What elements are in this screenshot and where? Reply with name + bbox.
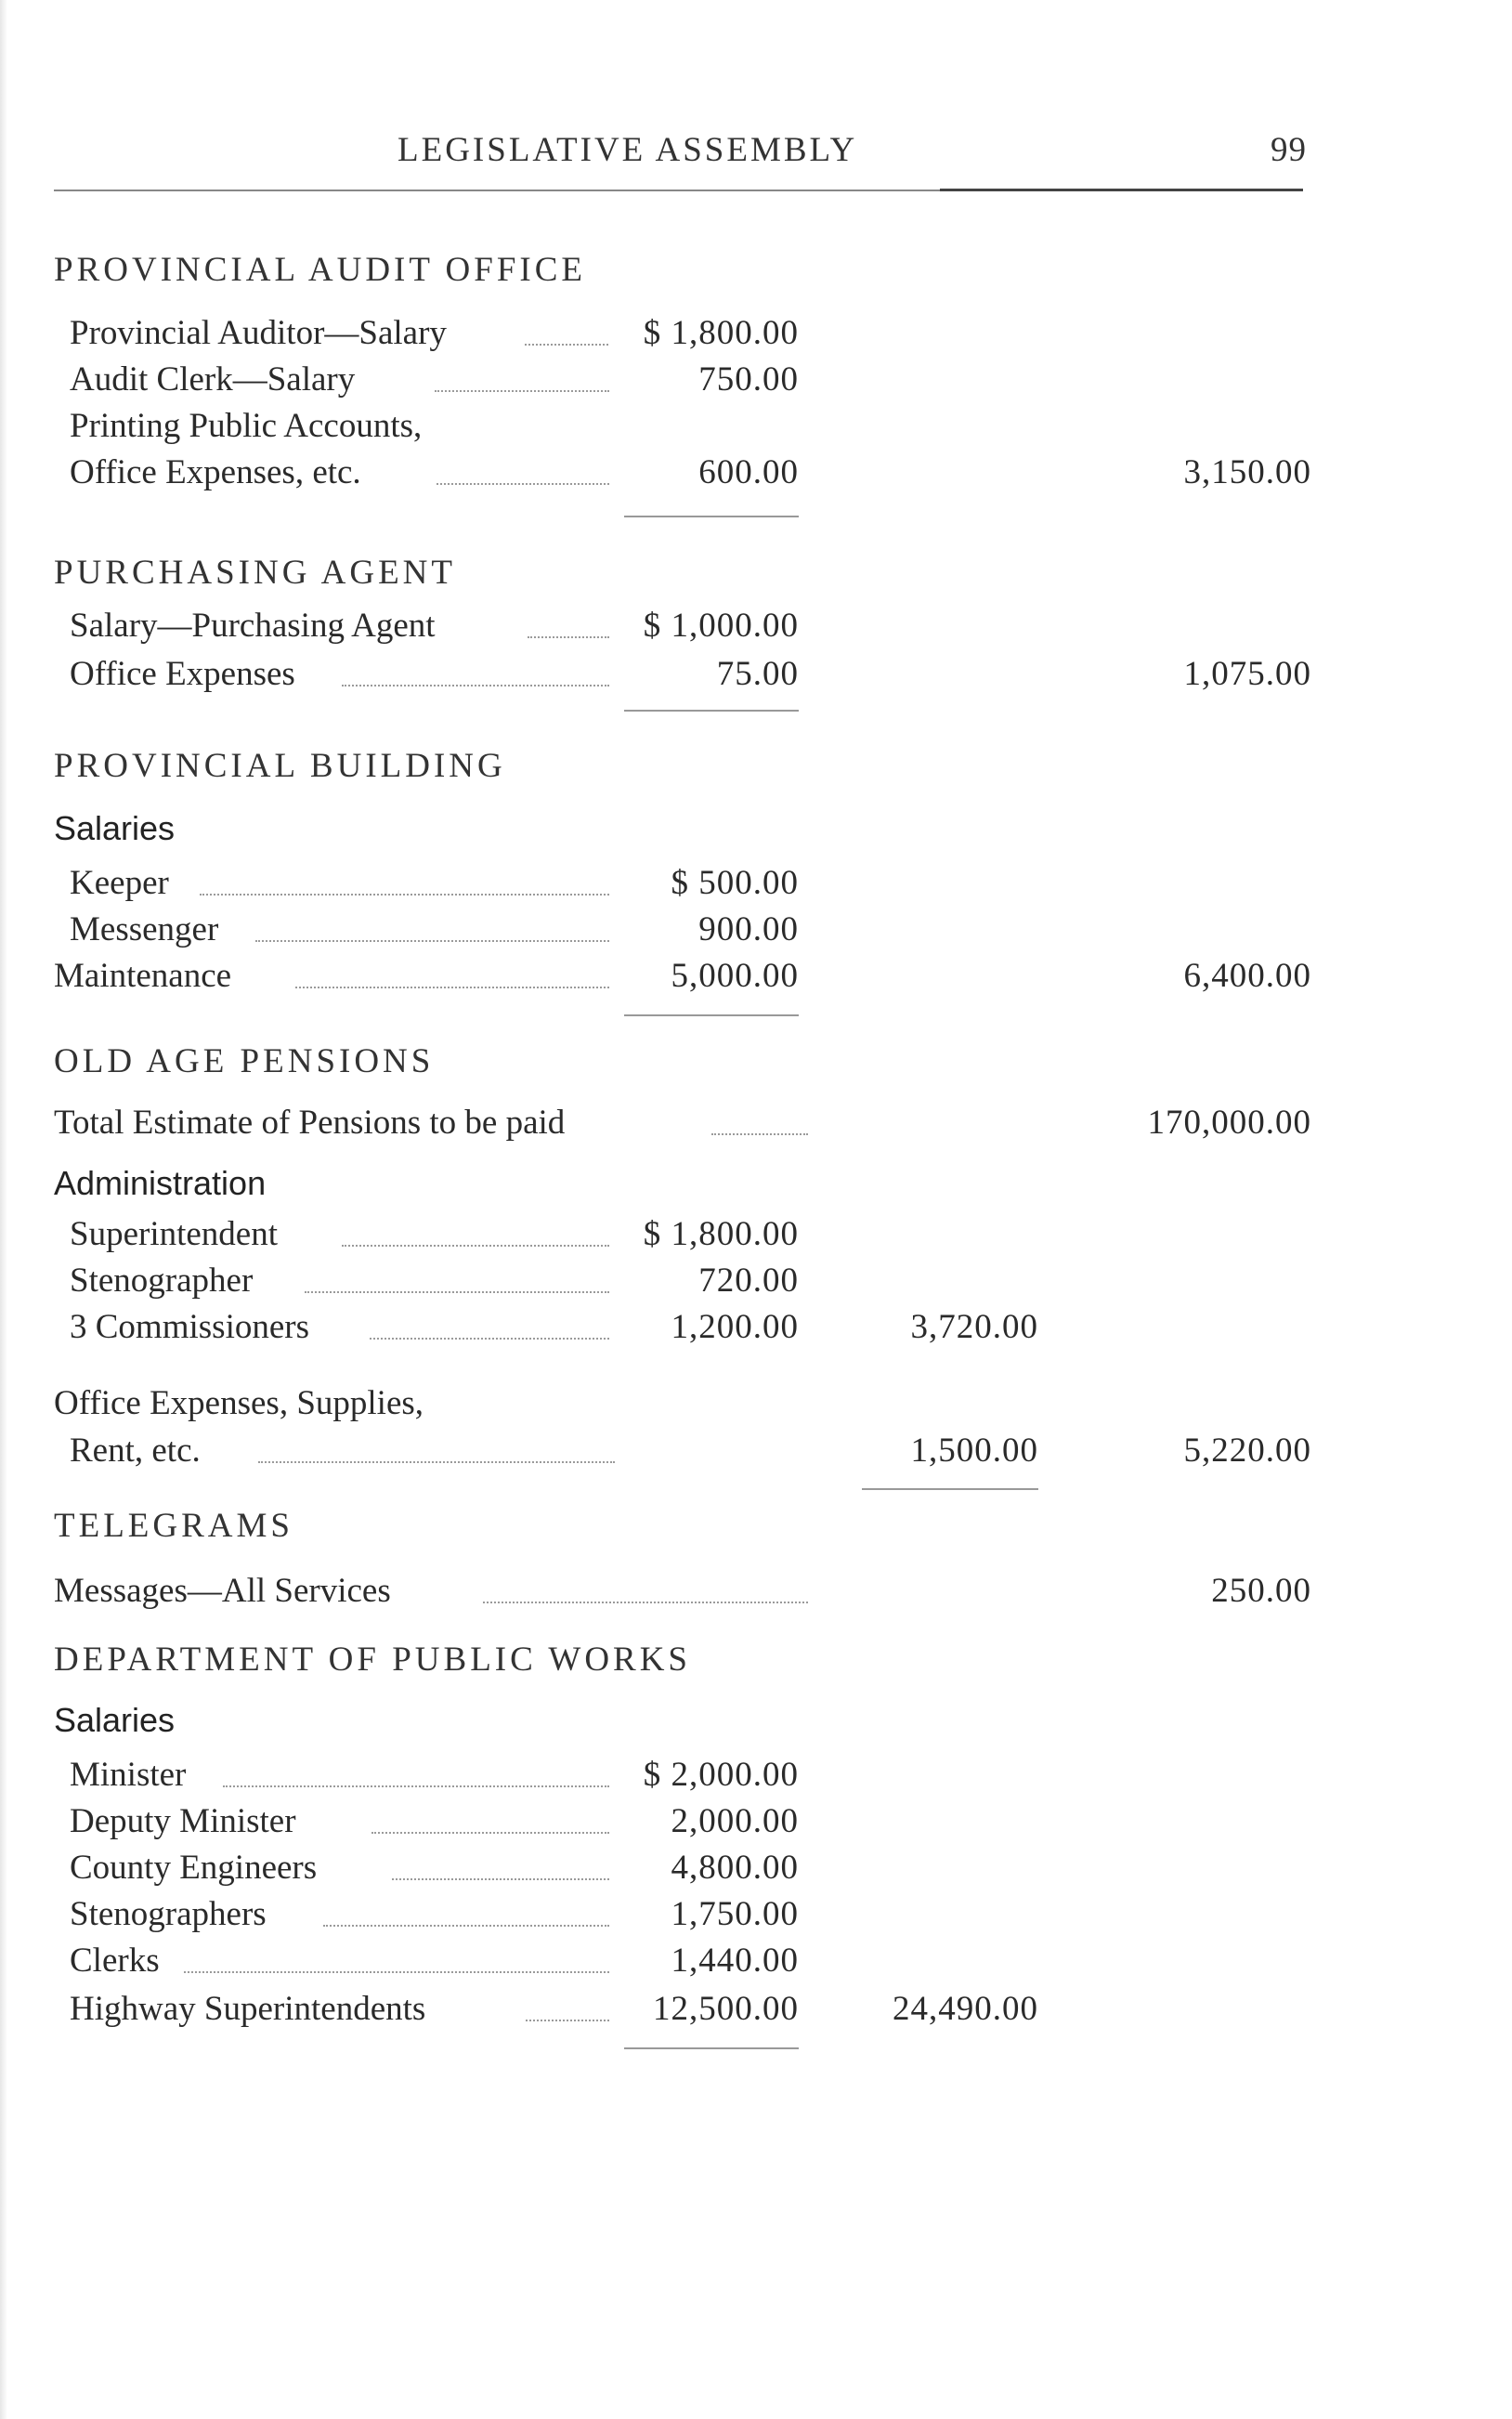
dot-leader <box>342 685 609 686</box>
item-label: Salary—Purchasing Agent <box>70 607 436 645</box>
section-total: 1,075.00 <box>1183 655 1311 693</box>
dot-leader <box>370 1338 609 1340</box>
sum-rule <box>624 516 799 517</box>
item-amount: 600.00 <box>698 453 799 491</box>
section-heading-telegrams: TELEGRAMS <box>54 1507 293 1545</box>
item-label: Stenographers <box>70 1895 267 1933</box>
estimate-total: 170,000.00 <box>1147 1104 1311 1142</box>
dot-leader <box>525 344 608 346</box>
dot-leader <box>526 2020 609 2021</box>
item-label: Deputy Minister <box>70 1802 296 1840</box>
section-heading-audit-office: PROVINCIAL AUDIT OFFICE <box>54 251 587 289</box>
item-amount: 1,200.00 <box>671 1308 799 1346</box>
dot-leader <box>392 1878 609 1880</box>
item-label: Messages—All Services <box>54 1572 391 1610</box>
sum-rule <box>624 710 799 712</box>
item-label: Clerks <box>70 1942 160 1980</box>
subtotal: 1,500.00 <box>910 1432 1038 1470</box>
dot-leader <box>371 1832 609 1834</box>
item-amount: $ 1,800.00 <box>643 314 799 352</box>
estimate-label: Total Estimate of Pensions to be paid <box>54 1104 566 1142</box>
item-label: Maintenance <box>54 957 232 995</box>
item-label: 3 Commissioners <box>70 1308 309 1346</box>
section-heading-old-age-pensions: OLD AGE PENSIONS <box>54 1042 435 1080</box>
item-amount: 1,750.00 <box>671 1895 799 1933</box>
dot-leader <box>255 940 609 942</box>
item-amount: 750.00 <box>698 360 799 399</box>
item-label: Printing Public Accounts, <box>70 407 423 445</box>
item-label: Rent, etc. <box>70 1432 201 1470</box>
item-amount: 4,800.00 <box>671 1849 799 1887</box>
dot-leader <box>295 987 609 988</box>
item-label: Highway Superintendents <box>70 1990 426 2028</box>
dot-leader <box>437 483 609 485</box>
dot-leader <box>305 1291 609 1293</box>
item-label: Superintendent <box>70 1215 279 1253</box>
item-amount: 12,500.00 <box>653 1990 799 2028</box>
item-amount: $ 500.00 <box>671 864 799 902</box>
item-label: Office Expenses, Supplies, <box>54 1384 424 1422</box>
item-label: Audit Clerk—Salary <box>70 360 356 399</box>
subheading-salaries: Salaries <box>54 1701 176 1739</box>
item-amount: $ 2,000.00 <box>643 1756 799 1794</box>
header-rule-accent <box>940 189 1303 191</box>
section-heading-provincial-building: PROVINCIAL BUILDING <box>54 747 506 785</box>
item-amount: 1,440.00 <box>671 1942 799 1980</box>
dot-leader <box>323 1925 609 1927</box>
sum-rule <box>624 2047 799 2049</box>
item-label: Messenger <box>70 910 219 948</box>
item-label: Stenographer <box>70 1262 254 1300</box>
item-amount: 2,000.00 <box>671 1802 799 1840</box>
page-number: 99 <box>1271 131 1307 169</box>
dot-leader <box>528 636 609 638</box>
section-total: 250.00 <box>1211 1572 1311 1610</box>
page-edge-shadow <box>0 0 7 2419</box>
dot-leader <box>223 1785 609 1787</box>
item-amount: $ 1,000.00 <box>643 607 799 645</box>
item-label: Minister <box>70 1756 187 1794</box>
item-amount: 900.00 <box>698 910 799 948</box>
running-title: LEGISLATIVE ASSEMBLY <box>398 131 858 169</box>
item-amount: 75.00 <box>716 655 799 693</box>
dot-leader <box>483 1602 808 1603</box>
section-heading-purchasing-agent: PURCHASING AGENT <box>54 554 457 592</box>
dot-leader <box>200 894 609 896</box>
dot-leader <box>435 390 609 392</box>
section-heading-public-works: DEPARTMENT OF PUBLIC WORKS <box>54 1641 692 1679</box>
sum-rule <box>624 1014 799 1016</box>
sum-rule <box>862 1488 1038 1490</box>
subheading-salaries: Salaries <box>54 809 176 847</box>
dot-leader <box>342 1245 609 1247</box>
section-total: 3,150.00 <box>1183 453 1311 491</box>
item-label: Provincial Auditor—Salary <box>70 314 447 352</box>
item-label: Office Expenses, etc. <box>70 453 361 491</box>
item-label: County Engineers <box>70 1849 318 1887</box>
item-amount: $ 1,800.00 <box>643 1215 799 1253</box>
dot-leader <box>258 1461 615 1463</box>
subheading-administration: Administration <box>54 1164 267 1202</box>
dot-leader <box>184 1971 609 1973</box>
subtotal: 24,490.00 <box>893 1990 1038 2028</box>
item-amount: 720.00 <box>698 1262 799 1300</box>
item-label: Office Expenses <box>70 655 295 693</box>
section-total: 5,220.00 <box>1183 1432 1311 1470</box>
section-total: 6,400.00 <box>1183 957 1311 995</box>
dot-leader <box>711 1133 808 1135</box>
item-label: Keeper <box>70 864 169 902</box>
subtotal: 3,720.00 <box>910 1308 1038 1346</box>
item-amount: 5,000.00 <box>671 957 799 995</box>
